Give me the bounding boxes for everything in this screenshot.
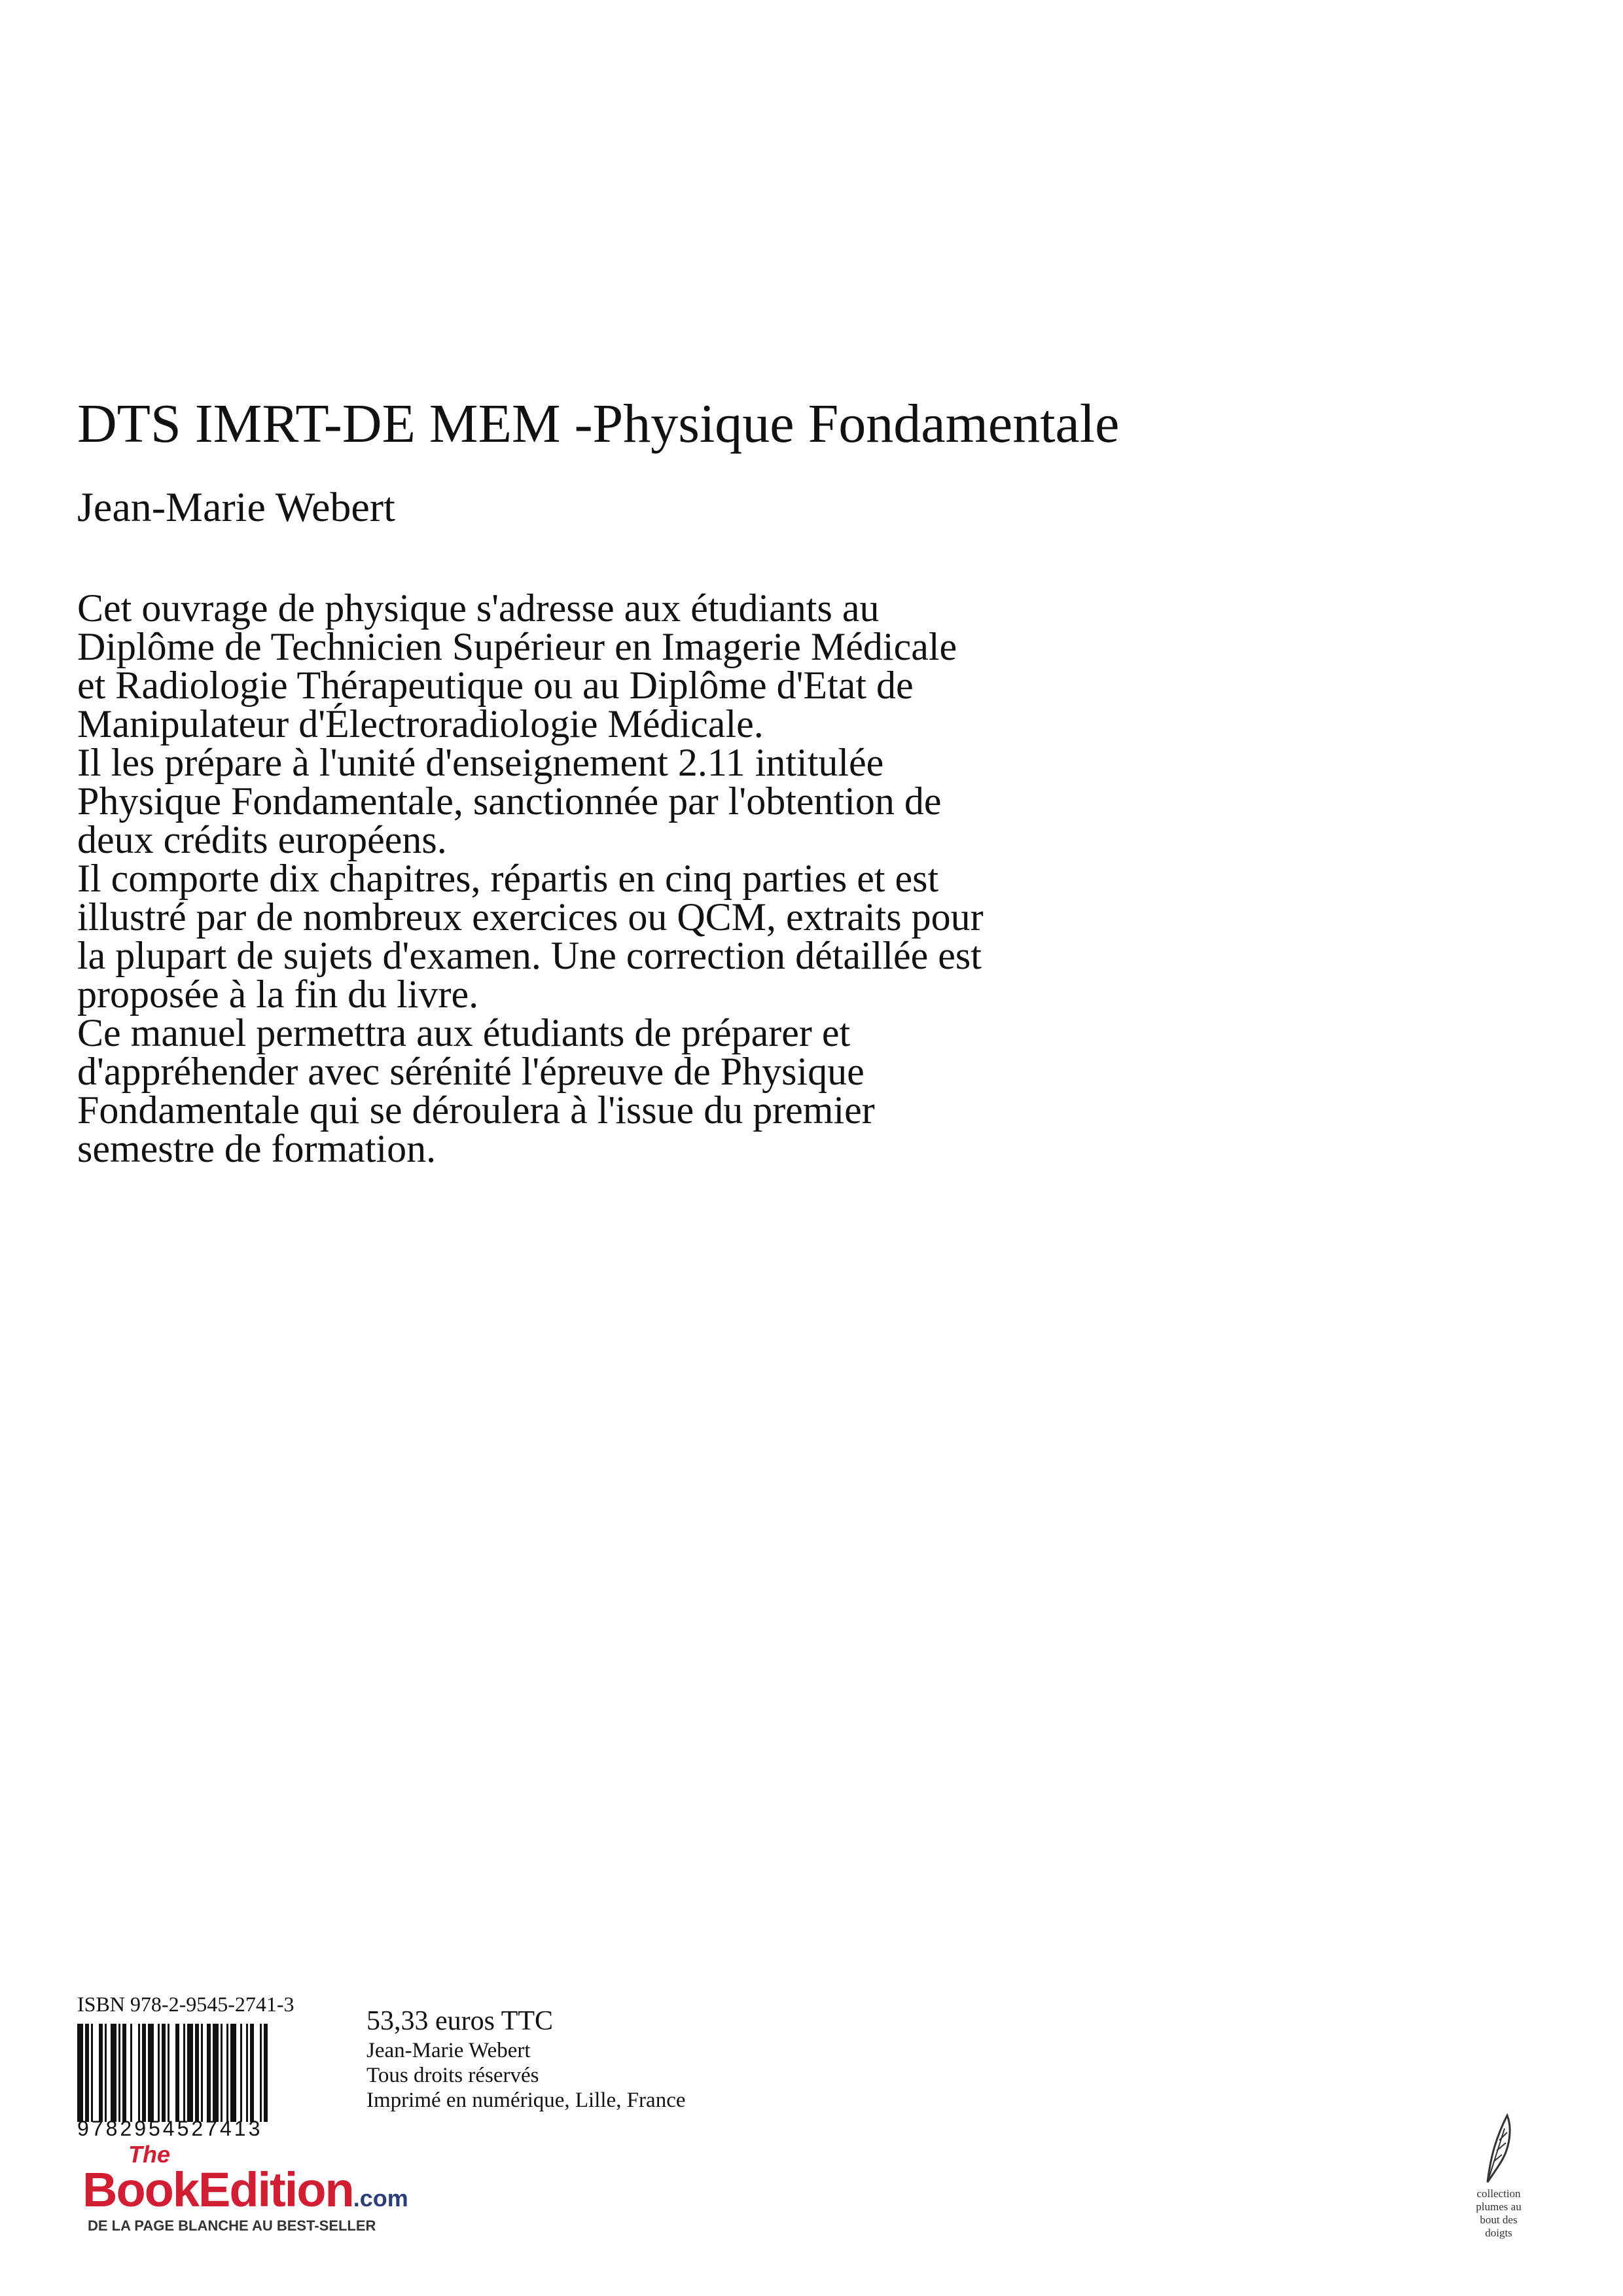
barcode-bar — [187, 2024, 193, 2122]
barcode-bar — [201, 2024, 203, 2122]
barcode-bar — [142, 2024, 146, 2122]
barcode-digits: 9782954527413 — [77, 2117, 263, 2140]
meta-line: Imprimé en numérique, Lille, France — [366, 2089, 686, 2112]
blurb-line: Cet ouvrage de physique s'adresse aux étudiants au — [77, 586, 880, 630]
barcode-bar — [213, 2024, 219, 2122]
collection-text — [1446, 2187, 1551, 2240]
barcode-bar — [168, 2024, 169, 2122]
blurb-line: proposée à la fin du livre. — [77, 973, 479, 1016]
blurb-line: illustré par de nombreux exercices ou QCM, extraits pour — [77, 895, 984, 939]
logo-suffix: .com — [353, 2185, 408, 2212]
price: 53,33 euros TTC — [366, 2006, 554, 2036]
book-author: Jean-Marie Webert — [77, 484, 395, 530]
logo-the: The — [128, 2141, 171, 2168]
collection-line: collection — [1476, 2187, 1521, 2200]
barcode-bar — [138, 2024, 140, 2122]
collection-line: bout des — [1480, 2214, 1518, 2226]
barcode-bar — [77, 2024, 83, 2122]
barcode-bar — [162, 2024, 166, 2122]
barcode-bar — [175, 2024, 179, 2122]
barcode-bar — [246, 2024, 248, 2122]
barcode-bar — [105, 2024, 107, 2122]
barcode-bar — [130, 2024, 132, 2122]
barcode-bar — [250, 2024, 254, 2122]
blurb-line: Ce manuel permettra aux étudiants de préparer et — [77, 1011, 851, 1054]
blurb-line: Physique Fondamentale, sanctionnée par l'obtention de — [77, 780, 942, 823]
barcode-bar — [85, 2024, 89, 2122]
collection-mark — [1446, 2109, 1551, 2279]
barcode-bar — [240, 2024, 242, 2122]
blurb-line: Il comporte dix chapitres, répartis en cinq parties et est — [77, 857, 939, 900]
barcode-bar — [183, 2024, 185, 2122]
bookedition-logo — [77, 2135, 470, 2240]
blurb-line: Il les prépare à l'unité d'enseignement 2.11 intitulée — [77, 741, 884, 784]
blurb-line: Manipulateur d'Électroradiologie Médicale. — [77, 702, 764, 745]
barcode-bar — [226, 2024, 228, 2122]
blurb-line: Diplôme de Technicien Supérieur en Imagerie Médicale — [77, 625, 957, 668]
barcode-bars — [77, 2024, 313, 2122]
blurb-line: d'appréhender avec sérénité l'épreuve de Physique — [77, 1050, 865, 1093]
barcode-bar — [195, 2024, 199, 2122]
logo-wordmark — [82, 2164, 408, 2225]
blurb-line: semestre de formation. — [77, 1127, 437, 1170]
barcode-bar — [122, 2024, 126, 2122]
logo-tagline: DE LA PAGE BLANCHE AU BEST-SELLER — [88, 2217, 376, 2234]
barcode-bar — [118, 2024, 120, 2122]
collection-line: doigts — [1485, 2227, 1512, 2239]
barcode-bar — [111, 2024, 116, 2122]
blurb-line: la plupart de sujets d'examen. Une correction détaillée est — [77, 934, 982, 977]
barcode-bar — [148, 2024, 154, 2122]
meta-line: Tous droits réservés — [366, 2064, 539, 2087]
isbn-barcode — [77, 2024, 313, 2122]
barcode-bar — [221, 2024, 223, 2122]
isbn-label: ISBN 978-2-9545-2741-3 — [77, 1992, 294, 2016]
collection-line: plumes au — [1476, 2200, 1522, 2213]
blurb-line: deux crédits européens. — [77, 818, 447, 861]
back-cover-blurb — [77, 586, 1452, 1170]
blurb-line: et Radiologie Thérapeutique ou au Diplôme d'Etat de — [77, 664, 914, 707]
barcode-bar — [264, 2024, 268, 2122]
blurb-line: Fondamentale qui se déroulera à l'issue du premier — [77, 1088, 875, 1132]
barcode-bar — [260, 2024, 262, 2122]
price-block — [366, 2004, 686, 2113]
barcode-bar — [207, 2024, 211, 2122]
book-title: DTS IMRT-DE MEM -Physique Fondamentale — [77, 393, 1120, 454]
feather-icon — [1476, 2109, 1522, 2187]
barcode-bar — [99, 2024, 103, 2122]
logo-main-text: BookEdition — [82, 2162, 353, 2217]
meta-line: Jean-Marie Webert — [366, 2039, 531, 2062]
barcode-bar — [230, 2024, 236, 2122]
barcode-bar — [158, 2024, 160, 2122]
barcode-bar — [91, 2024, 93, 2122]
